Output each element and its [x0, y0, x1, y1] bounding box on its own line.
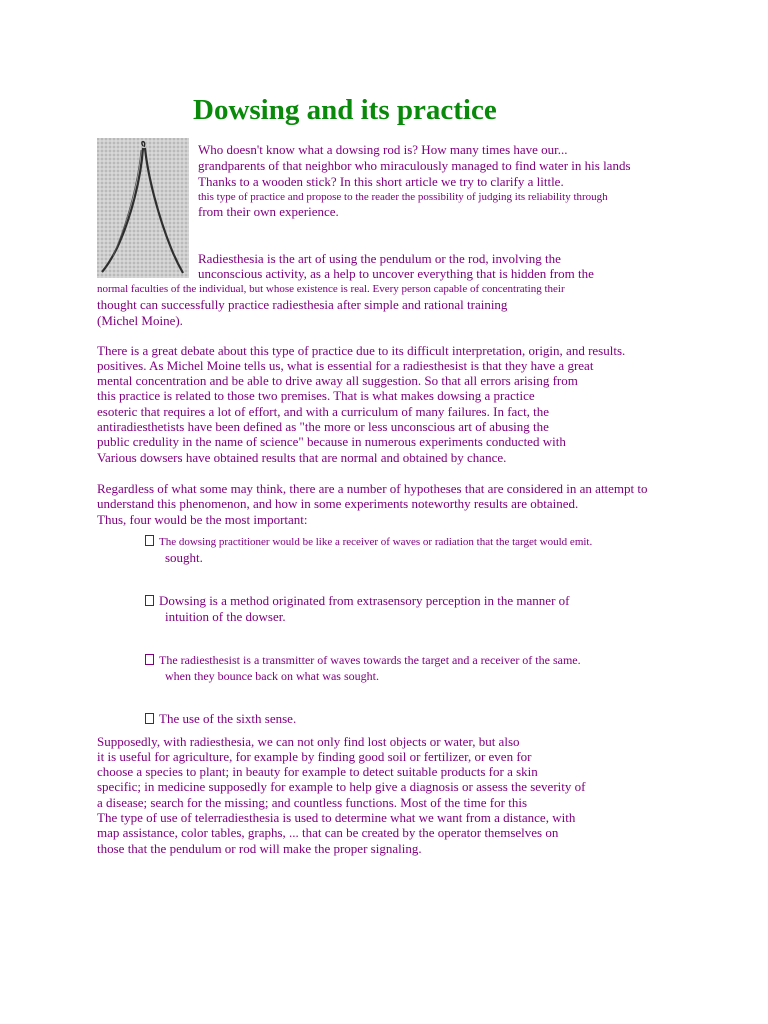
hypothesis-item: [145, 534, 592, 550]
debate-line: positives. As Michel Moine tells us, what is essential for a radiesthesist is that they have a great: [97, 358, 594, 373]
radiesthesia-line: normal faculties of the individual, but whose existence is real. Every person capable of concentrating their: [97, 283, 565, 295]
missing-glyph-icon: [145, 595, 154, 606]
hypothesis-item: [145, 593, 569, 609]
missing-glyph-icon: [145, 713, 154, 724]
dowsing-rod-illustration: [97, 138, 189, 278]
intro-line: from their own experience.: [198, 204, 339, 219]
radiesthesia-line: thought can successfully practice radiesthesia after simple and rational training: [97, 297, 508, 312]
intro-line: Who doesn't know what a dowsing rod is? How many times have our...: [198, 142, 568, 157]
hypothesis-item: [145, 711, 296, 727]
hypothesis-text-continued: when they bounce back on what was sought.: [165, 669, 379, 683]
radiesthesia-line: unconscious activity, as a help to uncover everything that is hidden from the: [198, 266, 594, 281]
hypotheses-intro-line: Thus, four would be the most important:: [97, 512, 308, 527]
debate-line: this practice is related to those two premises. That is what makes dowsing a practice: [97, 388, 535, 403]
uses-line: The type of use of telerradiesthesia is used to determine what we want from a distance, with: [97, 810, 576, 825]
intro-line: grandparents of that neighbor who miraculously managed to find water in his lands: [198, 158, 631, 173]
radiesthesia-line: (Michel Moine).: [97, 313, 183, 328]
debate-line: esoteric that requires a lot of effort, and with a curriculum of many failures. In fact, the: [97, 404, 550, 419]
uses-line: a disease; search for the missing; and countless functions. Most of the time for this: [97, 795, 527, 810]
hypothesis-text: Dowsing is a method originated from extrasensory perception in the manner of: [159, 593, 570, 608]
debate-line: Various dowsers have obtained results that are normal and obtained by chance.: [97, 450, 507, 465]
uses-line: map assistance, color tables, graphs, ... that can be created by the operator themselves on: [97, 825, 559, 840]
uses-line: specific; in medicine supposedly for example to help give a diagnosis or assess the severity of: [97, 779, 586, 794]
radiesthesia-line: Radiesthesia is the art of using the pendulum or the rod, involving the: [198, 251, 561, 266]
debate-line: antiradiesthetists have been defined as "the more or less unconscious art of abusing the: [97, 419, 549, 434]
hypotheses-intro-line: understand this phenomenon, and how in some experiments noteworthy results are obtained.: [97, 496, 579, 511]
uses-line: choose a species to plant; in beauty for example to detect suitable products for a skin: [97, 764, 538, 779]
uses-line: those that the pendulum or rod will make the proper signaling.: [97, 841, 422, 856]
hypothesis-text-continued: sought.: [165, 550, 203, 565]
hypothesis-text: The radiesthesist is a transmitter of waves towards the target and a receiver of the same.: [159, 653, 581, 667]
intro-line: this type of practice and propose to the reader the possibility of judging its reliability through: [198, 191, 608, 203]
hypothesis-text: The dowsing practitioner would be like a receiver of waves or radiation that the target would emit.: [159, 536, 593, 548]
missing-glyph-icon: [145, 535, 154, 546]
hypotheses-intro-line: Regardless of what some may think, there are a number of hypotheses that are considered in an attempt to: [97, 481, 648, 496]
debate-line: public credulity in the name of science" because in numerous experiments conducted with: [97, 434, 566, 449]
hypothesis-text: The use of the sixth sense.: [159, 711, 297, 726]
intro-line: Thanks to a wooden stick? In this short article we try to clarify a little.: [198, 174, 564, 189]
debate-line: There is a great debate about this type of practice due to its difficult interpretation, origin, and results.: [97, 343, 626, 358]
uses-line: Supposedly, with radiesthesia, we can not only find lost objects or water, but also: [97, 734, 520, 749]
page-title: Dowsing and its practice: [193, 94, 497, 126]
uses-line: it is useful for agriculture, for example by finding good soil or fertilizer, or even for: [97, 749, 532, 764]
hypothesis-item: [145, 652, 581, 668]
debate-line: mental concentration and be able to drive away all suggestion. So that all errors arising from: [97, 373, 578, 388]
missing-glyph-icon: [145, 654, 154, 665]
hypothesis-text-continued: intuition of the dowser.: [165, 609, 286, 624]
